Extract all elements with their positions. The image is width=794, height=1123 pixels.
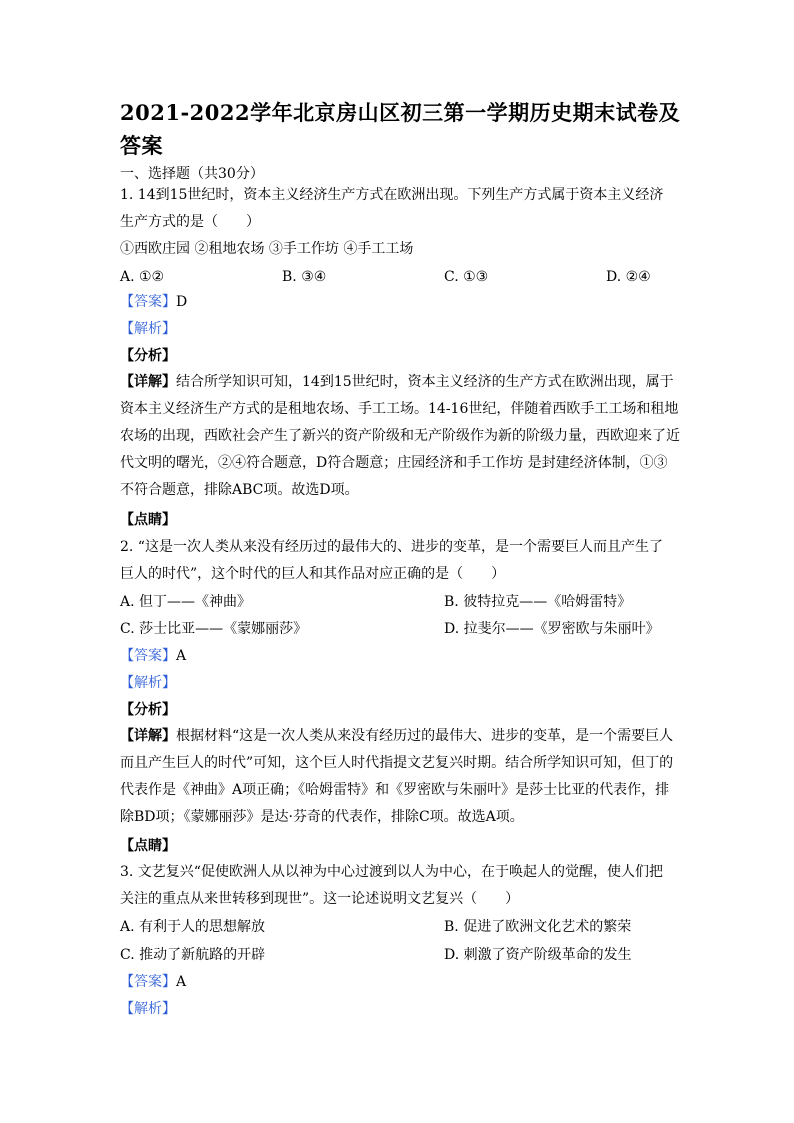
q2-answer-line bbox=[120, 647, 186, 665]
detail-tag: 【详解】 bbox=[120, 374, 176, 390]
q1-stem-line2: 生产方式的是（ ） bbox=[120, 214, 260, 230]
q3-stem-line1: 3. 文艺复兴“促使欧洲人从以神为中心过渡到以人为中心，在于唤起人的觉醒，使人们把 bbox=[120, 864, 663, 880]
answer-tag: 【答案】 bbox=[120, 974, 176, 990]
q2-fenxi-tag: 【分析】 bbox=[120, 702, 176, 718]
q2-dianjing-tag: 【点睛】 bbox=[120, 838, 176, 854]
q3-answer-line bbox=[120, 973, 186, 991]
q1-option-c: C. ①③ bbox=[444, 269, 489, 285]
q2-option-b: B. 彼特拉克——《哈姆雷特》 bbox=[444, 594, 632, 610]
q3-analysis-tag: 【解析】 bbox=[120, 1001, 176, 1017]
q1-option-b: B. ③④ bbox=[282, 269, 327, 285]
answer-tag: 【答案】 bbox=[120, 294, 176, 310]
q1-detail bbox=[120, 369, 680, 504]
q2-detail-text: 根据材料“这是一次人类从来没有经历过的最伟大、进步的变革，是一个需要巨人而且产生巨人的时代”可知，这个巨人时代指提文艺复兴时期。结合所学知识可知，但丁的代表作是《神曲》A项正确；《哈姆雷特》和《罗密欧与朱丽叶》是莎士比亚的代表作，排除BD项；《蒙娜丽莎》是达·芬奇的代表作，排除C项。故选A项。 bbox=[120, 728, 674, 825]
section-heading: 一、选择题（共30分） bbox=[120, 166, 264, 182]
q2-answer: A bbox=[176, 648, 187, 664]
q1-items: ①西欧庄园 ②租地农场 ③手工作坊 ④手工工场 bbox=[120, 241, 414, 257]
q3-option-b: B. 促进了欧洲文化艺术的繁荣 bbox=[444, 919, 632, 935]
q2-option-a: A. 但丁——《神曲》 bbox=[120, 594, 252, 610]
q2-stem-line1: 2. “这是一次人类从来没有经历过的最伟大的、进步的变革，是一个需要巨人而且产生了 bbox=[120, 539, 663, 555]
q3-stem-line2: 关注的重点从来世转移到现世”。这一论述说明文艺复兴（ ） bbox=[120, 891, 520, 907]
q1-stem-line1: 1. 14到15世纪时，资本主义经济生产方式在欧洲出现。下列生产方式属于资本主义经济 bbox=[120, 187, 664, 203]
q1-fenxi-tag: 【分析】 bbox=[120, 348, 176, 364]
q2-option-c: C. 莎士比亚——《蒙娜丽莎》 bbox=[120, 621, 308, 637]
q1-answer-line bbox=[120, 293, 187, 311]
document-title: 2021-2022学年北京房山区初三第一学期历史期末试卷及答案 bbox=[120, 100, 681, 158]
q2-option-d: D. 拉斐尔——《罗密欧与朱丽叶》 bbox=[444, 621, 660, 637]
detail-tag: 【详解】 bbox=[120, 728, 176, 744]
answer-tag: 【答案】 bbox=[120, 648, 176, 664]
q1-answer: D bbox=[176, 294, 188, 310]
q3-option-a: A. 有利于人的思想解放 bbox=[120, 919, 266, 935]
q1-option-a: A. ①② bbox=[120, 269, 165, 285]
q2-stem-line2: 巨人的时代”，这个时代的巨人和其作品对应正确的是（ ） bbox=[120, 566, 506, 582]
q2-detail bbox=[120, 723, 680, 831]
q3-option-d: D. 刺激了资产阶级革命的发生 bbox=[444, 947, 632, 963]
q1-dianjing-tag: 【点睛】 bbox=[120, 512, 176, 528]
q3-answer: A bbox=[176, 974, 187, 990]
q2-analysis-tag: 【解析】 bbox=[120, 675, 176, 691]
q3-option-c: C. 推动了新航路的开辟 bbox=[120, 947, 266, 963]
q1-detail-text: 结合所学知识可知，14到15世纪时，资本主义经济的生产方式在欧洲出现，属于资本主义经济生产方式的是租地农场、手工工场。14-16世纪，伴随着西欧手工工场和租地农场的出现，西欧社会产生了新兴的资产阶级和无产阶级作为新的阶级力量，西欧迎来了近代文明的曙光，②④符合题意，D符合题意；庄园经济和手工作坊 是封建经济体制，①③不符合题意，排除ABC项。故选D项。 bbox=[120, 374, 680, 498]
q1-analysis-tag: 【解析】 bbox=[120, 321, 176, 337]
q1-option-d: D. ②④ bbox=[606, 269, 651, 285]
